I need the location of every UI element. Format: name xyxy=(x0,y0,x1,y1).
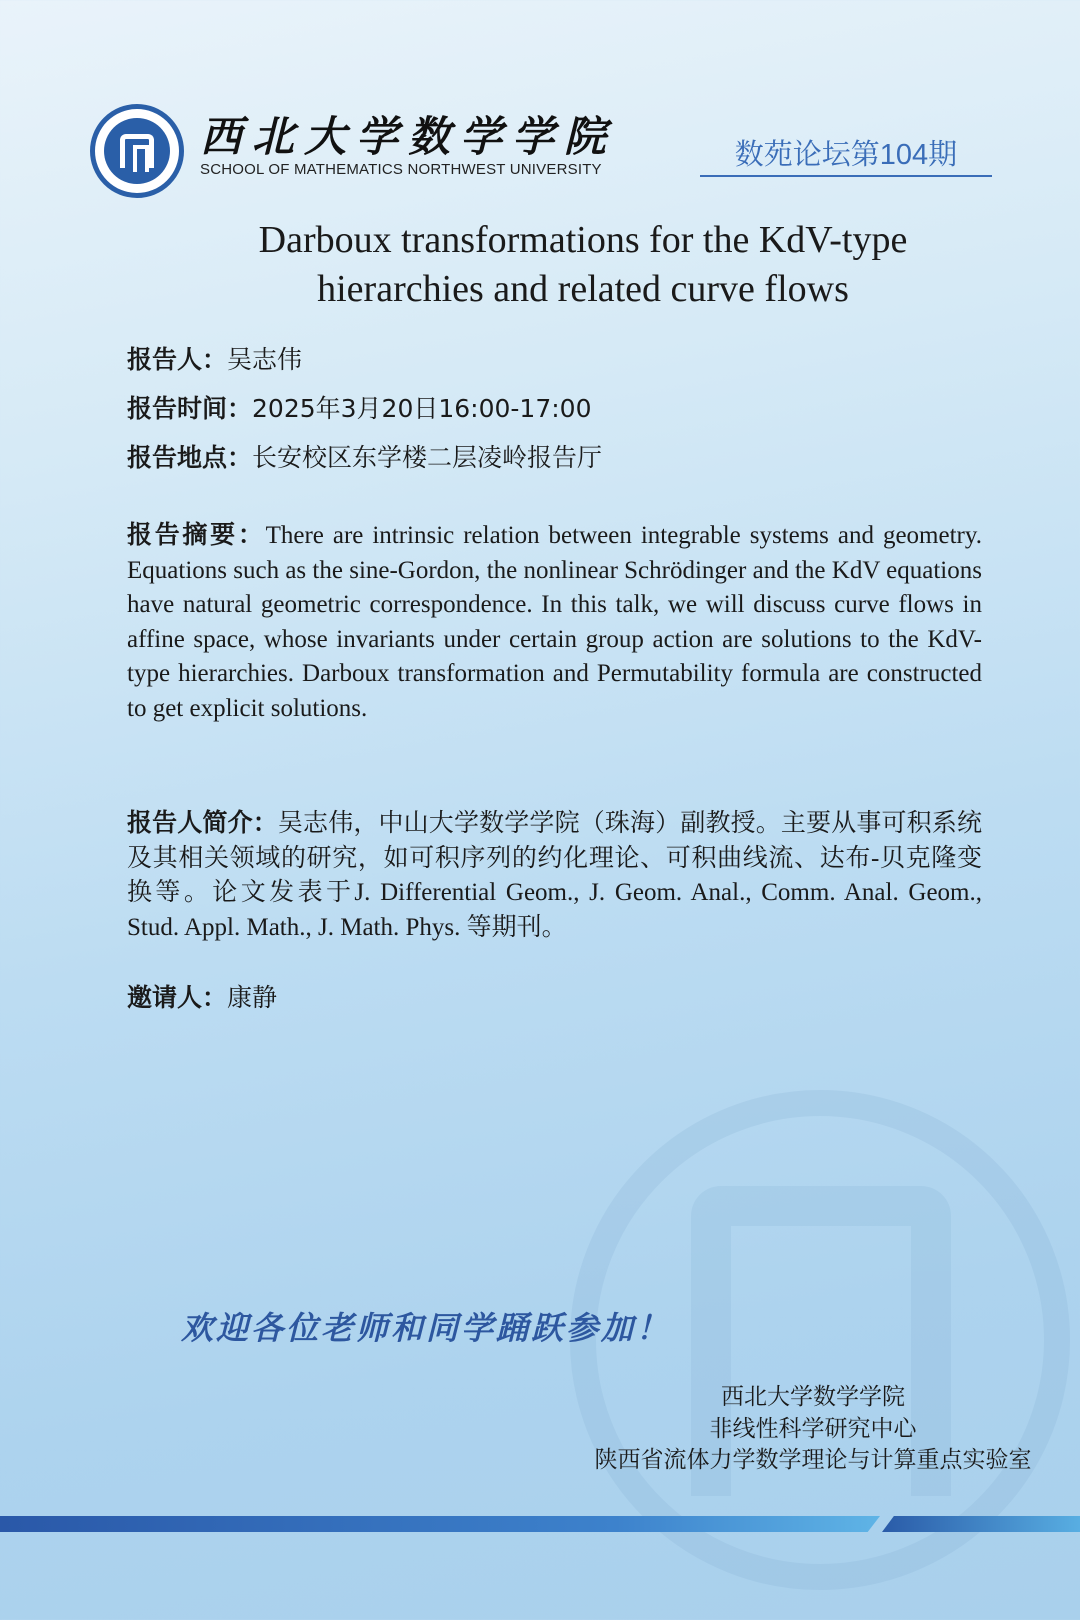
school-name-en: SCHOOL OF MATHEMATICS NORTHWEST UNIVERSITY xyxy=(200,161,602,178)
time-field xyxy=(127,389,591,425)
place-field xyxy=(127,438,602,474)
abstract-text: There are intrinsic relation between integrable systems and geometry. Equations such as the sine-Gordon, the nonlinear Schrödinger and the KdV equations have natural geometric correspondence. In this talk, we will discuss curve flows in affine space, whose invariants under certain group action are solutions to the KdV-type hierarchies. Darboux transformation and Permutability formula are constructed to get explicit solutions. xyxy=(127,522,982,722)
speaker-field xyxy=(127,340,302,376)
speaker-label: 报告人： xyxy=(127,345,228,374)
inviter-name: 康静 xyxy=(227,983,278,1012)
school-name-cn: 西北大学数学学院 xyxy=(200,112,617,161)
university-logo xyxy=(90,104,184,198)
organizer: 陕西省流体力学数学理论与计算重点实验室 xyxy=(594,1447,1032,1473)
time-label: 报告时间： xyxy=(127,394,253,423)
place-label: 报告地点： xyxy=(127,443,253,472)
abstract-label: 报告摘要： xyxy=(127,520,266,549)
inviter-field xyxy=(127,978,277,1014)
decorative-band-end xyxy=(882,1516,1080,1532)
time-value: 2025年3月20日16:00-17:00 xyxy=(252,394,592,423)
welcome-message: 欢迎各位老师和同学踊跃参加！ xyxy=(181,1309,672,1347)
decorative-band xyxy=(0,1516,880,1532)
bio-text: 吴志伟，中山大学数学学院（珠海）副教授。主要从事可积系统及其相关领域的研究，如可积序列的约化理论、可积曲线流、达布-贝克隆变换等。论文发表于J. Differential Geom., J. Geom. Anal., Comm. Anal. Geom., Stud. Appl. Math., J. Math. Phys. 等期刊。 xyxy=(127,810,982,941)
speaker-name: 吴志伟 xyxy=(227,345,303,374)
bio-label: 报告人简介： xyxy=(127,808,278,837)
title-line-1: Darboux transformations for the KdV-type xyxy=(258,219,908,261)
inviter-label: 邀请人： xyxy=(127,983,228,1012)
forum-issue: 数苑论坛第104期 xyxy=(700,132,992,177)
speaker-bio xyxy=(127,806,982,945)
talk-title xyxy=(0,216,1080,314)
title-line-2: hierarchies and related curve flows xyxy=(317,268,849,310)
organizers xyxy=(560,1382,1066,1477)
place-value: 长安校区东学楼二层凌岭报告厅 xyxy=(252,443,603,472)
organizer: 西北大学数学学院 xyxy=(721,1384,905,1410)
abstract xyxy=(127,518,982,726)
organizer: 非线性科学研究中心 xyxy=(709,1415,917,1442)
